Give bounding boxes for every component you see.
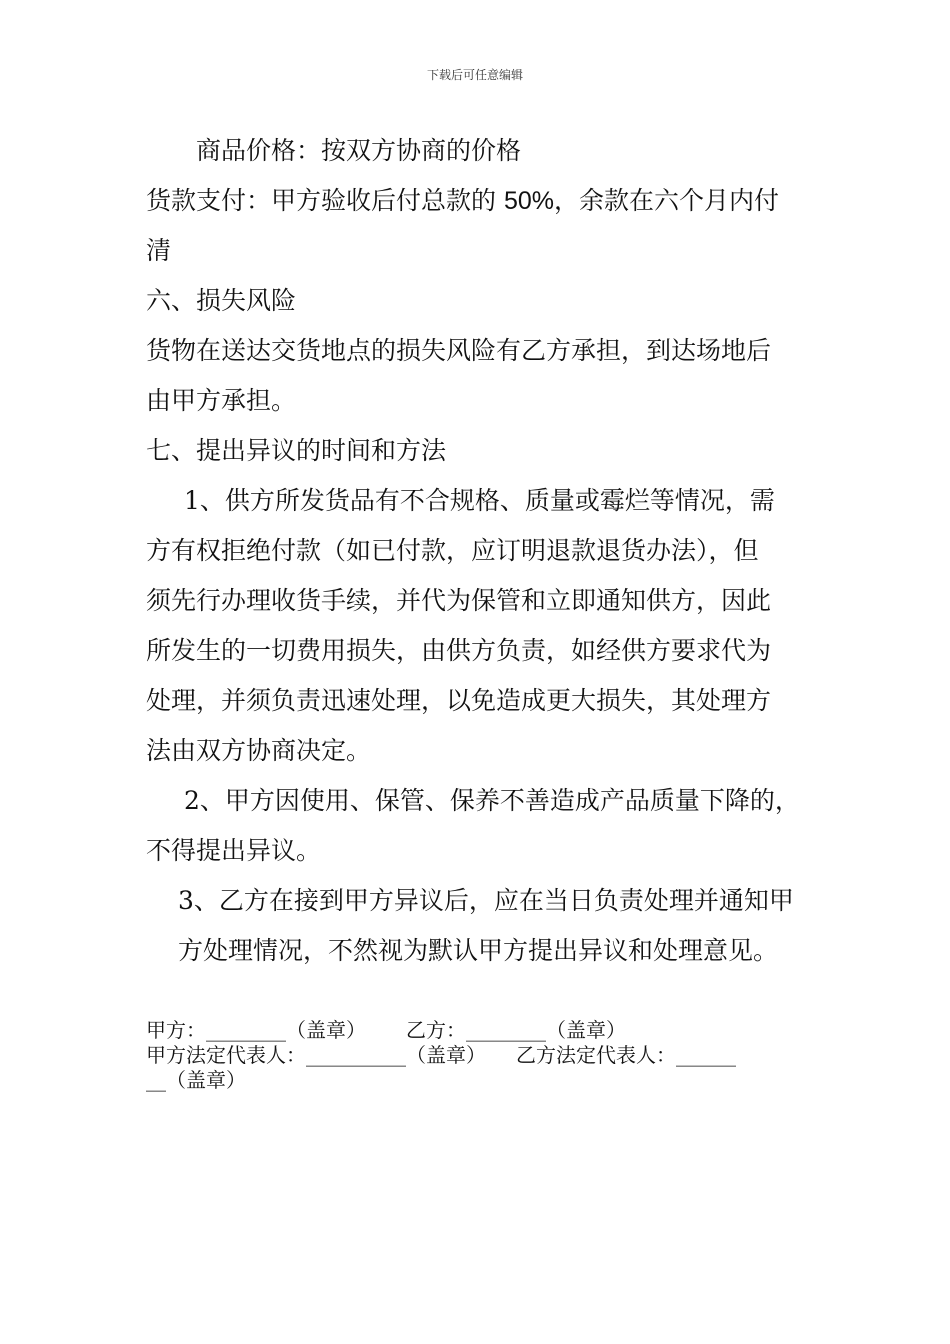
section-6-title: 六、损失风险 (146, 286, 297, 315)
party-a-signature: 甲方：________（盖章） (146, 1018, 366, 1042)
rep-b-signature-continued: __（盖章） (146, 1068, 246, 1092)
payment-clause-line-2: 清 (146, 236, 172, 265)
objection-item-1-line-3: 须先行办理收货手续，并代为保管和立即通知供方，因此 (146, 586, 772, 615)
objection-item-1-line-4: 所发生的一切费用损失，由供方负责，如经供方要求代为 (146, 636, 772, 665)
signature-representatives-line (146, 1043, 826, 1068)
objection-item-1-line-5: 处理，并须负责迅速处理，以免造成更大损失，其处理方 (146, 686, 772, 715)
payment-text-a: 货款支付：甲方验收后付总款的 (146, 186, 504, 215)
objection-item-2-line-2: 不得提出异议。 (146, 836, 322, 865)
risk-clause-line-2: 由甲方承担。 (146, 386, 297, 415)
section-7-title: 七、提出异议的时间和方法 (146, 436, 447, 465)
objection-item-1-line-6: 法由双方协商决定。 (146, 736, 372, 765)
rep-a-signature: 甲方法定代表人：__________（盖章） (146, 1043, 486, 1067)
payment-text-b: ，余款在六个月内付 (554, 186, 780, 215)
signature-parties-line (146, 1018, 826, 1043)
objection-item-3-line-1: 3、乙方在接到甲方异议后，应在当日负责处理并通知甲 (178, 886, 794, 915)
objection-item-3-line-2: 方处理情况，不然视为默认甲方提出异议和处理意见。 (178, 936, 779, 965)
objection-item-1-line-2: 方有权拒绝付款（如已付款，应订明退款退货办法），但 (146, 536, 759, 565)
party-b-signature: 乙方：________（盖章） (406, 1018, 626, 1042)
signature-block (146, 1018, 826, 1093)
contract-body (146, 126, 816, 976)
payment-percent: 50% (503, 187, 554, 215)
objection-item-2-line-1: 2、甲方因使用、保管、保养不善造成产品质量下降的， (184, 786, 800, 815)
header-note: 下载后可任意编辑 (426, 68, 523, 82)
objection-item-1-line-1: 1、供方所发货品有不合规格、质量或霉烂等情况，需 (184, 486, 775, 515)
price-clause: 商品价格：按双方协商的价格 (196, 136, 522, 165)
risk-clause-line-1: 货物在送达交货地点的损失风险有乙方承担，到达场地后 (146, 336, 772, 365)
rep-b-signature: 乙方法定代表人：______ (516, 1043, 736, 1067)
payment-clause-line (146, 176, 816, 226)
